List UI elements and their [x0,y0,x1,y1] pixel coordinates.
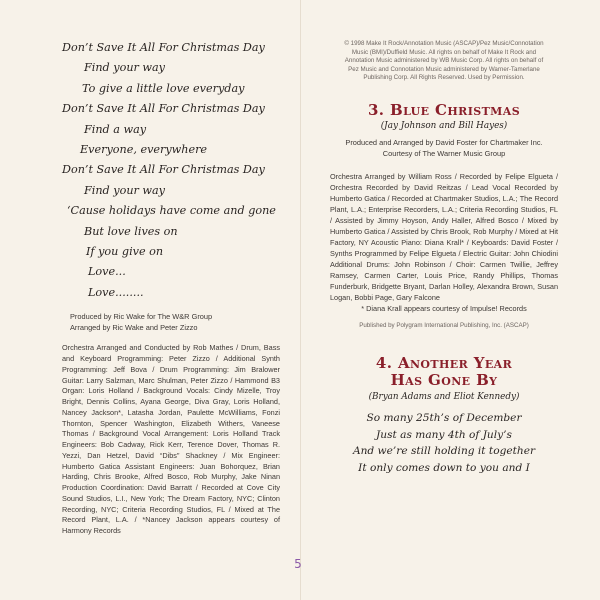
lyric-line: And we’re still holding it together [352,445,536,458]
lyric-line: Just as many 4th of July’s [376,428,512,441]
musician-credits [330,171,558,314]
song-title-another-year [330,355,558,389]
lyric-line: Find your way [84,183,165,197]
title-line-2: Has Gone By [390,370,498,389]
publisher-line: Published by Polygram International Publishing, Inc. (ASCAP) [359,321,529,329]
lyrics-block [62,38,280,303]
lyric-line: Everyone, everywhere [80,143,208,157]
lyric-line: Love... [88,265,126,279]
musician-credits: Orchestra Arranged and Conducted by Rob Mathes / Drum, Bass and Keyboard Programming: Peter Zizzo / Additional Synth Programming: Jeff Bova / Drum Programming: Jim Bralower Guitar: Larry Salzman, Marc Shulman, Peter Zizzo / Hammond B3 Organ: Loris Holland / Background Vocals: Cindy Mizelle, Troy Bright, Dennis Collins, Ayana George, Diva Gray, Loris Holland, Nancey Jackson*, Latasha Jordan, Paulette McWilliams, Fonzi Thornton, Spencer Washington, Elizabeth Withers, Vaneese Thomas / Background Vocal Arrangement: Loris Holland Track Engineers: Bob Cadway, Rick Kerr, Terence Dover, Thomas R. Yezzi, Dan Hetzel, David “Dibs” Shackney / Mix Engineer: Humberto Gatica Assistant Engineers: Juan Bohorquez, Brian Harding, Chris Brooke, Alfred Bosco, Rob Murphy, Jake Ninan Production Coordination: David Barratt / Recorded at Cove City Sound Studios, L.I., New York; The Dream Factory, NYC; Clinton Recording, NYC; Criteria Recording Studios, FL / Mixed at The Record Plant, L.A. / *Nancey Jackson appears courtesy of Harmony Records [62,343,280,536]
right-column [330,40,558,476]
copyright-notice: © 1998 Make It Rock/Annotation Music (ASCAP)/Pez Music/Connotation Music (BMI)/Duffield Music. All rights on behalf of Make It Rock and Annotation Music administered by WB Music Corp. All rights on behalf of Pez Music and Connotation Music administered by Warner-Tamerlane Publishing Corp. All Rights Reserved. Used by Permission. [344,40,544,82]
arranged-by-line: Arranged by Ric Wake and Peter Zizzo [70,323,198,333]
footnote: * Diana Krall appears courtesy of Impulse! Records [361,303,527,313]
page-number: 5 [294,557,302,571]
lyrics-block [330,410,558,476]
lyric-line: It only comes down to you and I [358,461,530,474]
lyric-line: ‘Cause holidays have come and gone [67,204,276,218]
credits-text: Orchestra Arranged by William Ross / Recorded by Felipe Elgueta / Orchestra Recorded by David Reitzas / Lead Vocal Recorded by Humberto Gatica / Recorded at Chartmaker Studios, L.A.; The Record Plant, L.A.; Enterprise Recorders, L.A.; Criteria Recording Studios, FL / Assisted by Jimmy Hoyson, Andy Haller, Alfred Bosco / Mixed by Humberto Gatica / Assisted by Chris Brook, Rob Murphy / Mixed at Hit Factory, NY Acoustic Piano: Diana Krall* / Keyboards: David Foster / Synths Programmed by Felipe Elgueta / Electric Guitar: John Chiodini Additional Drums: John Robinson / Choir: Carmen Twillie, Jeffrey Ramsey, Carmen Carter, Louis Price, Randy Phillips, Thomas Funderburk, Bridgette Bryant, Darlan Holley, Alexandra Brown, Susan Logan, Bobbi Page, Gary Falcone [330,171,558,302]
song-title-blue-christmas: 3. Blue Christmas [367,100,521,119]
lyric-line: Don’t Save It All For Christmas Day [62,41,265,54]
courtesy-line: Courtesy of The Warner Music Group [382,148,506,158]
songwriters: (Jay Johnson and Bill Hayes) [380,120,508,131]
page-fold-divider [300,0,301,600]
lyric-line: Don’t Save It All For Christmas Day [62,102,265,116]
title-line-1: 4. Another Year [375,353,513,372]
lyric-line: To give a little love everyday [82,81,245,95]
production-credits [62,311,280,333]
produced-by-line: Produced and Arranged by David Foster for Chartmaker Inc. [345,137,543,147]
left-column [62,38,280,537]
production-credits [330,137,558,159]
lyric-line: But love lives on [84,224,178,238]
songwriters: (Bryan Adams and Eliot Kennedy) [368,391,520,402]
produced-by-line: Produced by Ric Wake for The W&R Group [70,312,213,322]
lyric-line: Find your way [84,61,165,75]
lyric-line: So many 25th’s of December [366,411,522,424]
lyric-line: Find a way [84,122,147,136]
lyric-line: Don’t Save It All For Christmas Day [62,163,265,177]
lyric-line: Love........ [88,285,144,299]
lyric-line: If you give on [86,245,164,259]
